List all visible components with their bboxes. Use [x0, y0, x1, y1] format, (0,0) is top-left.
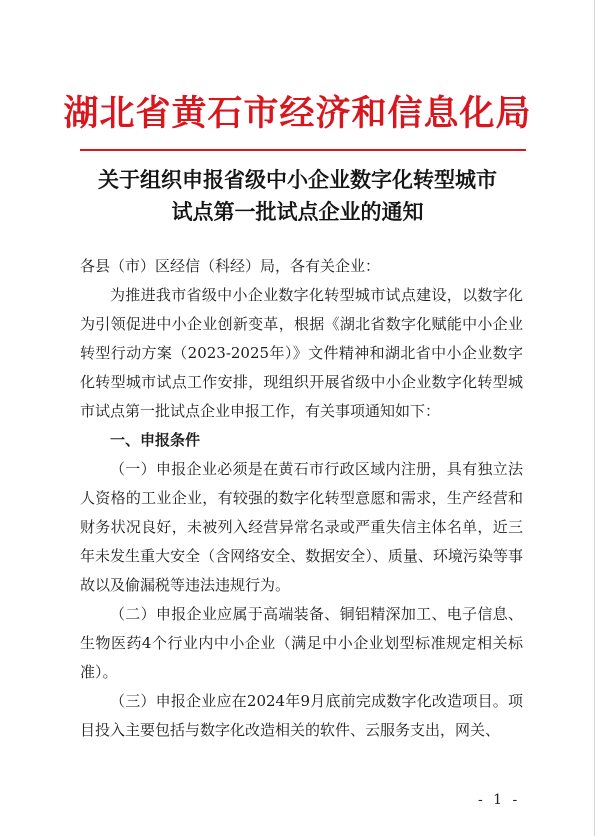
notice-body	[80, 252, 523, 745]
issuing-organization-title: 湖北省黄石市经济和信息化局	[63, 93, 532, 134]
condition-item-1: （一）申报企业必须是在黄石市行政区域内注册，具有独立法人资格的工业企业，有较强的数字化转型意愿和需求，生产经营和财务状况良好，未被列入经营异常名录或严重失信主体名单，近三年未发生重大安全（含网络安全、数据安全）、质量、环境污染等事故以及偷漏税等违法违规行为。	[80, 460, 523, 594]
condition-item-2: （二）申报企业应属于高端装备、铜铝精深加工、电子信息、生物医药4个行业内中小企业（满足中小企业划型标准规定相关标准）。	[80, 605, 523, 681]
notice-title-line-2: 试点第一批试点企业的通知	[171, 199, 424, 224]
salutation: 各县（市）区经信（科经）局，各有关企业：	[80, 257, 381, 275]
page-number: - 1 -	[478, 792, 521, 808]
notice-title-line-1: 关于组织申报省级中小企业数字化转型城市	[98, 167, 497, 192]
section-heading-application-conditions: 一、申报条件	[110, 431, 201, 449]
intro-paragraph: 为推进我市省级中小企业数字化转型城市试点建设，以数字化为引领促进中小企业创新变革，根据《湖北省数字化赋能中小企业转型行动方案（2023-2025年）》文件精神和湖北省中小企业数字化转型城市试点工作安排，现组织开展省级中小企业数字化转型城市试点第一批试点企业申报工作，有关事项通知如下：	[80, 286, 523, 420]
condition-item-3: （三）申报企业应在2024年9月底前完成数字化改造项目。项目投入主要包括与数字化改造相关的软件、云服务支出，网关、	[80, 692, 523, 739]
red-divider-line	[80, 149, 526, 151]
